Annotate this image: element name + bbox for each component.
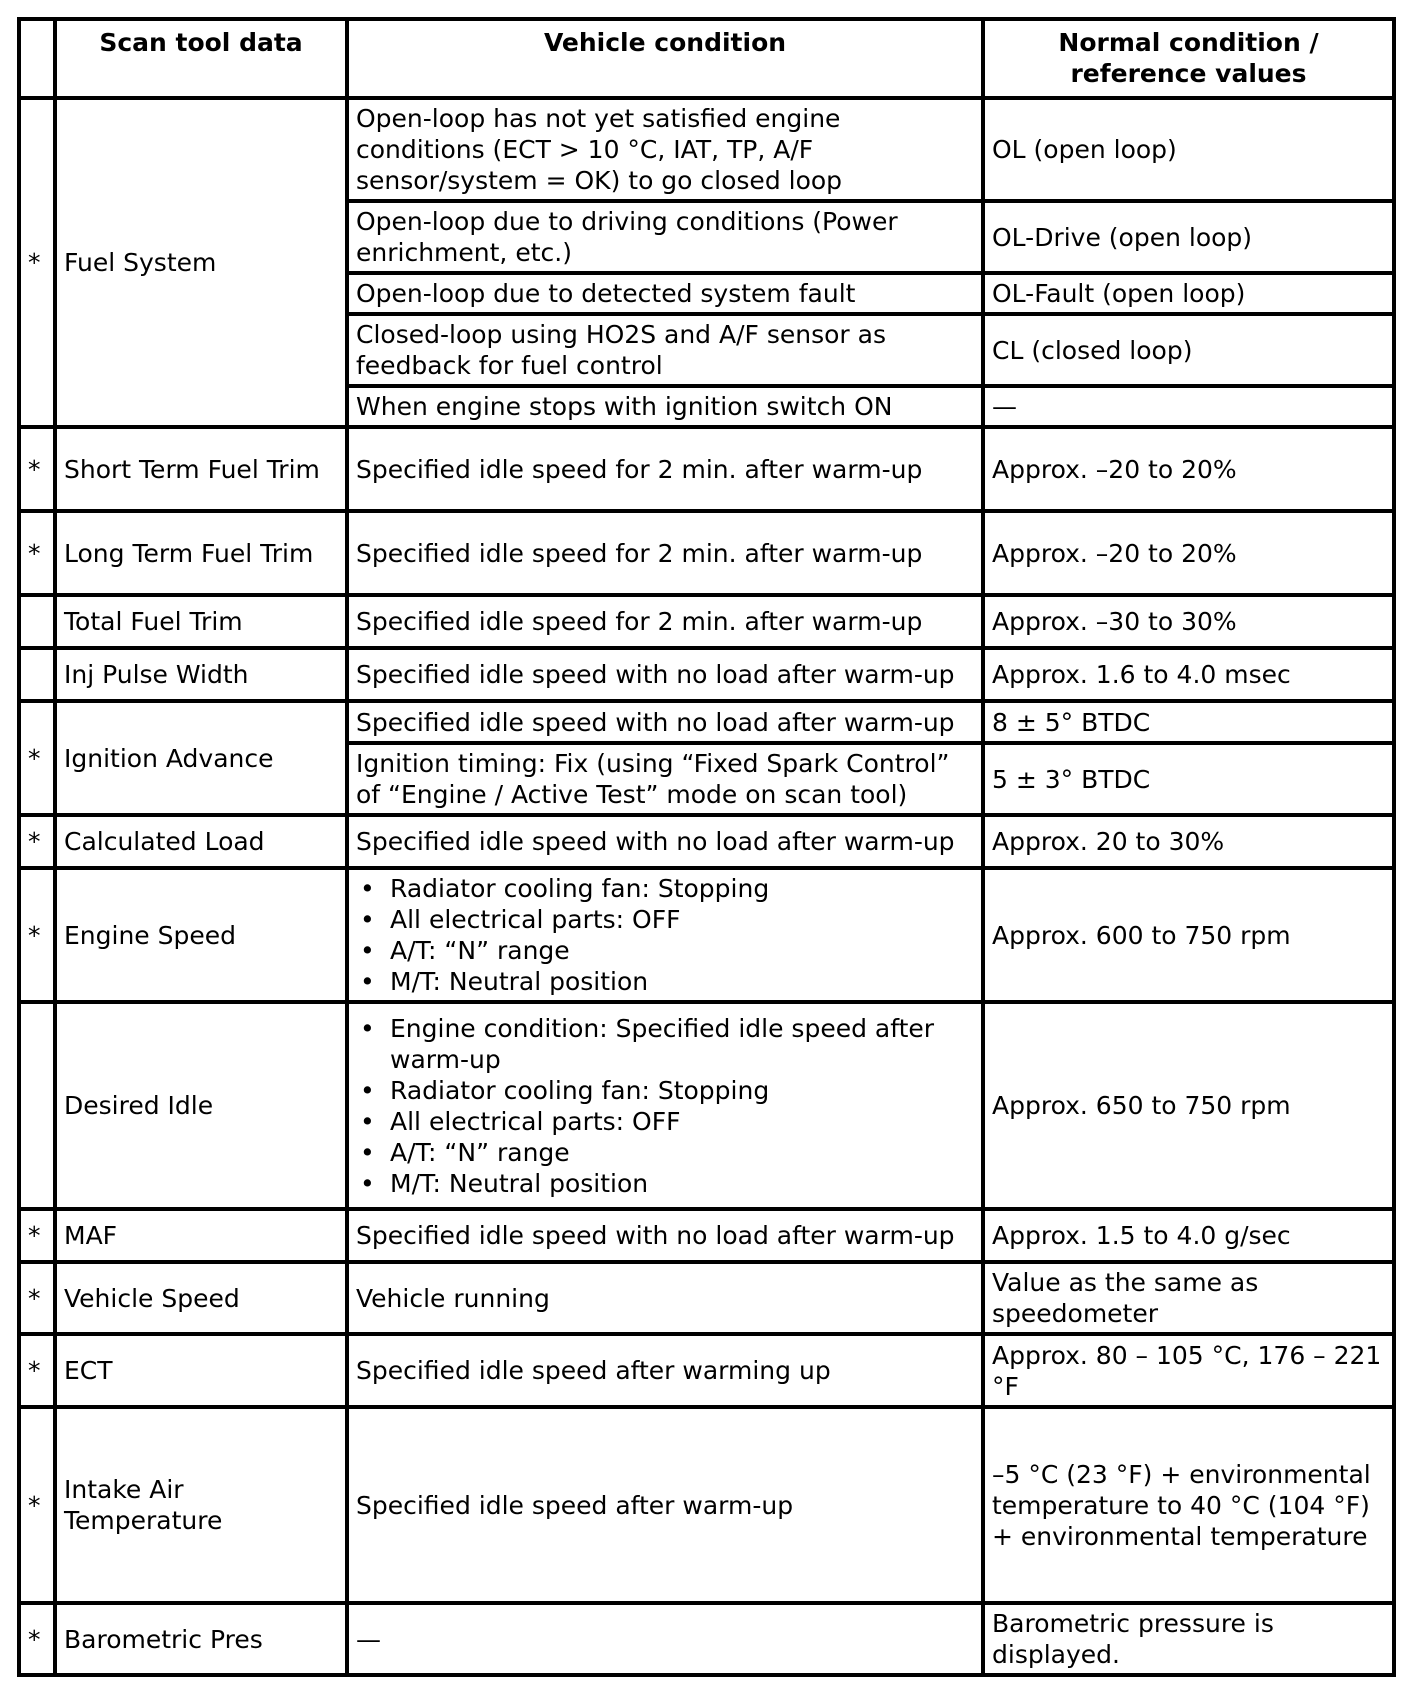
- row-condition: Open-loop due to driving conditions (Power enrichment, etc.): [347, 201, 983, 273]
- row-value: Approx. 600 to 750 rpm: [983, 868, 1394, 1002]
- row-name: Short Term Fuel Trim: [55, 427, 347, 511]
- row-name: Engine Speed: [55, 868, 347, 1002]
- row-name: MAF: [55, 1209, 347, 1262]
- row-condition: Vehicle running: [347, 1262, 983, 1334]
- table-row-desired-idle: [19, 1002, 1394, 1209]
- row-mark: *: [19, 868, 55, 1002]
- row-condition: Specified idle speed for 2 min. after warm-up: [347, 595, 983, 648]
- table-row-vehicle-speed: [19, 1262, 1394, 1334]
- row-mark: *: [19, 1603, 55, 1675]
- header-vehicle-condition: Vehicle condition: [347, 19, 983, 98]
- list-item: • A/T: “N” range: [390, 935, 974, 966]
- row-name: Fuel System: [55, 98, 347, 427]
- list-item: • Engine condition: Specified idle speed after warm-up: [390, 1013, 974, 1075]
- row-value: Barometric pressure is displayed.: [983, 1603, 1394, 1675]
- row-condition: Open-loop due to detected system fault: [347, 273, 983, 314]
- list-item: • M/T: Neutral position: [390, 1168, 974, 1199]
- row-name: Desired Idle: [55, 1002, 347, 1209]
- list-item: • Radiator cooling fan: Stopping: [390, 873, 974, 904]
- row-value: —: [983, 386, 1394, 427]
- row-value: 8 ± 5° BTDC: [983, 701, 1394, 743]
- table-row-inj-pulse-width: [19, 648, 1394, 701]
- row-condition: Open-loop has not yet satisfied engine conditions (ECT > 10 °C, IAT, TP, A/F sensor/system = OK) to go closed loop: [347, 98, 983, 201]
- row-name: Ignition Advance: [55, 701, 347, 815]
- row-name: Barometric Pres: [55, 1603, 347, 1675]
- list-item: • All electrical parts: OFF: [390, 904, 974, 935]
- table-row-engine-speed: [19, 868, 1394, 1002]
- table-row-maf: [19, 1209, 1394, 1262]
- row-mark: *: [19, 427, 55, 511]
- list-item: • A/T: “N” range: [390, 1137, 974, 1168]
- row-mark: [19, 648, 55, 701]
- header-normal-condition: [983, 19, 1394, 98]
- row-condition: Specified idle speed with no load after warm-up: [347, 648, 983, 701]
- header-scan-tool-data: Scan tool data: [55, 19, 347, 98]
- list-item: • Radiator cooling fan: Stopping: [390, 1075, 974, 1106]
- table-row-calculated-load: [19, 815, 1394, 868]
- header-mark: [19, 19, 55, 98]
- row-value: Approx. 20 to 30%: [983, 815, 1394, 868]
- row-mark: *: [19, 1334, 55, 1407]
- row-value: OL-Drive (open loop): [983, 201, 1394, 273]
- row-value: Approx. –30 to 30%: [983, 595, 1394, 648]
- table-row-fuel-system-1: [19, 98, 1394, 201]
- condition-list: [356, 873, 974, 997]
- row-value: Approx. 1.6 to 4.0 msec: [983, 648, 1394, 701]
- row-value: CL (closed loop): [983, 314, 1394, 386]
- row-condition: Specified idle speed after warming up: [347, 1334, 983, 1407]
- row-condition: Ignition timing: Fix (using “Fixed Spark Control” of “Engine / Active Test” mode on scan tool): [347, 743, 983, 815]
- condition-list: [356, 1013, 974, 1199]
- row-value: 5 ± 3° BTDC: [983, 743, 1394, 815]
- table-row-barometric-pres: [19, 1603, 1394, 1675]
- list-item: • M/T: Neutral position: [390, 966, 974, 997]
- table-row-intake-air-temperature: [19, 1407, 1394, 1603]
- row-value: –5 °C (23 °F) + environmental temperature to 40 °C (104 °F) + environmental temperature: [983, 1407, 1394, 1603]
- table-row-short-term-fuel-trim: [19, 427, 1394, 511]
- row-mark: *: [19, 815, 55, 868]
- table-row-long-term-fuel-trim: [19, 511, 1394, 595]
- row-mark: *: [19, 98, 55, 427]
- row-mark: *: [19, 511, 55, 595]
- row-value: Approx. 650 to 750 rpm: [983, 1002, 1394, 1209]
- row-mark: *: [19, 1407, 55, 1603]
- row-name: Total Fuel Trim: [55, 595, 347, 648]
- row-condition: Specified idle speed with no load after warm-up: [347, 815, 983, 868]
- row-condition: Specified idle speed for 2 min. after warm-up: [347, 511, 983, 595]
- row-condition: Specified idle speed for 2 min. after warm-up: [347, 427, 983, 511]
- header-row: [19, 19, 1394, 98]
- row-name: Vehicle Speed: [55, 1262, 347, 1334]
- row-value: Approx. 1.5 to 4.0 g/sec: [983, 1209, 1394, 1262]
- row-mark: *: [19, 1209, 55, 1262]
- row-value: OL-Fault (open loop): [983, 273, 1394, 314]
- row-condition: [347, 1002, 983, 1209]
- row-value: Value as the same as speedometer: [983, 1262, 1394, 1334]
- row-value: Approx. –20 to 20%: [983, 511, 1394, 595]
- table-row-total-fuel-trim: [19, 595, 1394, 648]
- list-item: • All electrical parts: OFF: [390, 1106, 974, 1137]
- row-condition: —: [347, 1603, 983, 1675]
- row-mark: *: [19, 1262, 55, 1334]
- row-value: Approx. 80 – 105 °C, 176 – 221 °F: [983, 1334, 1394, 1407]
- row-condition: Specified idle speed with no load after warm-up: [347, 701, 983, 743]
- header-normal-line2: reference values: [1070, 59, 1307, 88]
- table-row-ignition-advance-1: [19, 701, 1394, 743]
- row-mark: *: [19, 701, 55, 815]
- row-condition: When engine stops with ignition switch ON: [347, 386, 983, 427]
- row-mark: [19, 1002, 55, 1209]
- row-name: ECT: [55, 1334, 347, 1407]
- row-condition: Closed-loop using HO2S and A/F sensor as feedback for fuel control: [347, 314, 983, 386]
- row-value: Approx. –20 to 20%: [983, 427, 1394, 511]
- row-condition: Specified idle speed with no load after warm-up: [347, 1209, 983, 1262]
- header-normal-line1: Normal condition /: [1058, 28, 1319, 57]
- row-name: Intake Air Temperature: [55, 1407, 347, 1603]
- row-name: Calculated Load: [55, 815, 347, 868]
- row-condition: [347, 868, 983, 1002]
- scan-tool-data-table: [17, 17, 1396, 1677]
- row-mark: [19, 595, 55, 648]
- row-condition: Specified idle speed after warm-up: [347, 1407, 983, 1603]
- row-name: Long Term Fuel Trim: [55, 511, 347, 595]
- table-row-ect: [19, 1334, 1394, 1407]
- row-value: OL (open loop): [983, 98, 1394, 201]
- row-name: Inj Pulse Width: [55, 648, 347, 701]
